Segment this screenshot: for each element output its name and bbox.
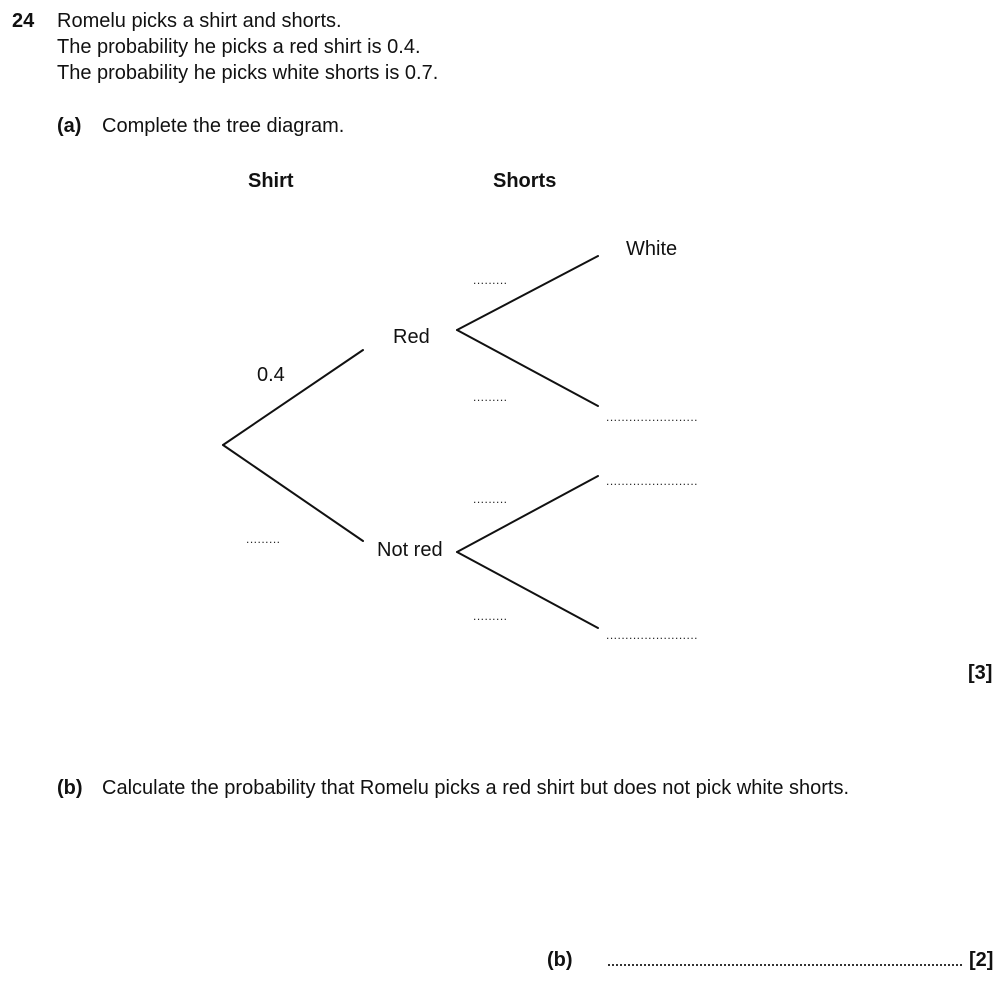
question-line-1: Romelu picks a shirt and shorts. — [57, 10, 342, 32]
node-not-red: Not red — [377, 539, 443, 561]
blank-red-white-probability[interactable]: ......... — [473, 273, 508, 287]
node-red: Red — [393, 326, 430, 348]
question-number: 24 — [12, 10, 35, 32]
part-a-instruction: Complete the tree diagram. — [102, 115, 345, 137]
blank-not-red-probability[interactable]: ......... — [246, 532, 281, 546]
given-probability-red: 0.4 — [257, 364, 285, 386]
question-line-3: The probability he picks white shorts is 0.7. — [57, 62, 439, 84]
blank-outcome-notred-not-white[interactable]: ........................ — [606, 628, 699, 642]
branch-red — [223, 350, 363, 445]
blank-notred-not-white-probability[interactable]: ......... — [473, 609, 508, 623]
branch-not-red — [223, 445, 363, 541]
tree-heading-shorts: Shorts — [493, 170, 557, 192]
part-a-label: (a) — [57, 115, 82, 137]
part-b-answer-label: (b) — [547, 949, 573, 971]
blank-outcome-red-not-white[interactable]: ........................ — [606, 410, 699, 424]
part-b-marks: [2] — [969, 949, 994, 971]
blank-notred-white-probability[interactable]: ......... — [473, 492, 508, 506]
question-line-2: The probability he picks a red shirt is 0.4. — [57, 36, 421, 58]
tree-heading-shirt: Shirt — [248, 170, 294, 192]
branch-red-white — [457, 256, 598, 330]
blank-red-not-white-probability[interactable]: ......... — [473, 390, 508, 404]
blank-outcome-notred-white[interactable]: ........................ — [606, 474, 699, 488]
branch-notred-white — [457, 476, 598, 552]
part-b-label: (b) — [57, 777, 83, 799]
leaf-white: White — [626, 238, 678, 260]
part-a-marks: [3] — [968, 662, 993, 684]
part-b-answer-line[interactable] — [608, 964, 962, 966]
part-b-instruction: Calculate the probability that Romelu picks a red shirt but does not pick white shorts. — [102, 777, 850, 799]
